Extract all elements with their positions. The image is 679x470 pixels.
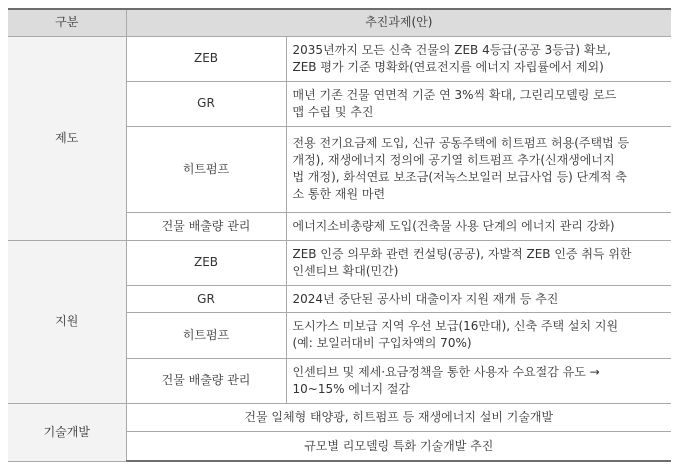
subcategory-cell: 히트펌프 [126, 126, 286, 212]
table-row [8, 240, 671, 285]
subcategory-cell: GR [126, 81, 286, 126]
header-tasks: 추진과제(안) [126, 9, 671, 36]
table-row [8, 403, 671, 432]
table-row [8, 36, 671, 81]
subcategory-cell: 건물 배출량 관리 [126, 358, 286, 403]
policy-table [8, 8, 671, 462]
category-institution: 제도 [8, 36, 126, 240]
category-support: 지원 [8, 240, 126, 403]
task-cell: 인센티브 및 제세·요금정책을 통한 사용자 수요절감 유도 → 10~15% 에너지 절감 [286, 358, 671, 403]
task-cell: 도시가스 미보급 지역 우선 보급(16만대), 신축 주택 설치 지원 (예: 보일러대비 구입차액의 70%) [286, 313, 671, 358]
task-cell: 전용 전기요금제 도입, 신규 공동주택에 히트펌프 허용(주택법 등 개정), 재생에너지 정의에 공기열 히트펌프 추가(신재생에너지 법 개정), 화석연료 보조금(저녹스보일러 보급사업 등) 단계적 축 소 통한 재원 마련 [286, 126, 671, 212]
task-cell: 에너지소비총량제 도입(건축물 사용 단계의 에너지 관리 강화) [286, 212, 671, 240]
header-row [8, 9, 671, 36]
task-cell: 매년 기존 건물 연면적 기준 연 3%씩 확대, 그린리모델링 로드 맵 수립 및 추진 [286, 81, 671, 126]
header-category: 구분 [8, 9, 126, 36]
subcategory-cell: 히트펌프 [126, 313, 286, 358]
task-cell: 2024년 중단된 공사비 대출이자 지원 재개 등 추진 [286, 285, 671, 313]
category-tech-development: 기술개발 [8, 403, 126, 461]
subcategory-cell: 건물 배출량 관리 [126, 212, 286, 240]
subcategory-cell: GR [126, 285, 286, 313]
subcategory-cell: ZEB [126, 36, 286, 81]
task-cell: ZEB 인증 의무화 관련 컨설팅(공공), 자발적 ZEB 인증 취득 위한 인센티브 확대(민간) [286, 240, 671, 285]
task-cell: 규모별 리모델링 특화 기술개발 추진 [126, 432, 671, 461]
task-cell: 건물 일체형 태양광, 히트펌프 등 재생에너지 설비 기술개발 [126, 403, 671, 432]
subcategory-cell: ZEB [126, 240, 286, 285]
task-cell: 2035년까지 모든 신축 건물의 ZEB 4등급(공공 3등급) 확보, ZEB 평가 기준 명확화(연료전지를 에너지 자립률에서 제외) [286, 36, 671, 81]
